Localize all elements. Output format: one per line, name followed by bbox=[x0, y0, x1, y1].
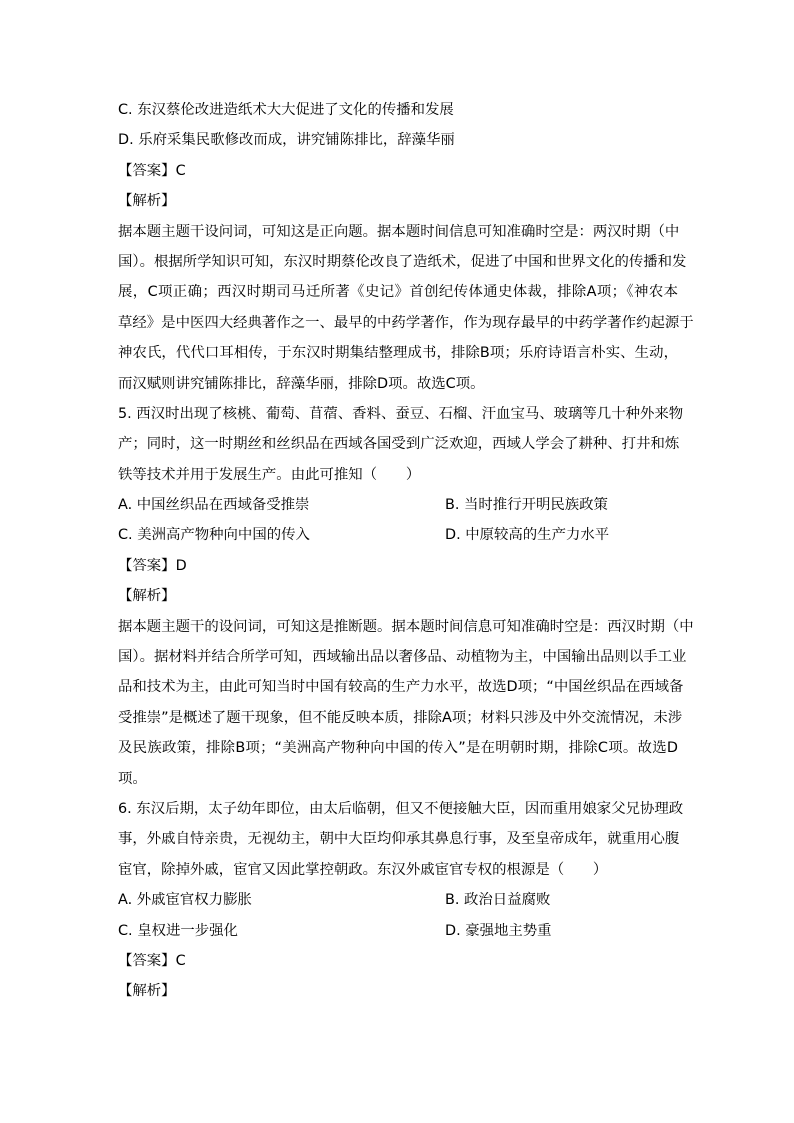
q6-options-row-2 bbox=[118, 921, 678, 941]
q5-analysis-line: 受推崇”是概述了题干现象，但不能反映本质，排除A项；材料只涉及中外交流情况，未涉 bbox=[118, 709, 683, 726]
q5-analysis-line: 及民族政策，排除B项；“美洲高产物种向中国的传入”是在明朝时期，排除C项。故选D bbox=[118, 740, 678, 757]
q4-analysis-line: 神农氏，代代口耳相传，于东汉时期集结整理成书，排除B项；乐府诗语言朴实、生动， bbox=[118, 345, 678, 362]
q4-analysis-line: 草经》是中医四大经典著作之一、最早的中药学著作，作为现存最早的中药学著作约起源于 bbox=[118, 314, 694, 331]
q6-stem bbox=[118, 799, 684, 880]
q6-options-row-1 bbox=[118, 890, 678, 910]
q6-option-d: D. 豪强地主势重 bbox=[445, 922, 552, 939]
q5-stem-line: 5. 西汉时出现了核桃、葡萄、苜蓿、香料、蚕豆、石榴、汗血宝马、玻璃等几十种外来物 bbox=[118, 405, 684, 422]
q5-option-b: B. 当时推行开明民族政策 bbox=[445, 497, 608, 514]
q6-option-b: B. 政治日益腐败 bbox=[445, 892, 551, 909]
q4-answer: 【答案】C bbox=[118, 162, 186, 179]
q5-analysis-line: 项。 bbox=[118, 770, 147, 787]
q4-analysis bbox=[118, 222, 694, 394]
document-page bbox=[118, 100, 694, 1012]
q6-stem-line: 6. 东汉后期，太子幼年即位，由太后临朝，但又不便接触大臣，因而重用娘家父兄协理政 bbox=[118, 800, 684, 817]
q5-options-row-2 bbox=[118, 525, 678, 545]
q5-option-a: A. 中国丝织品在西域备受推崇 bbox=[118, 497, 310, 514]
q5-analysis-line: 据本题主题干的设问词，可知这是推断题。据本题时间信息可知准确时空是：西汉时期（中 bbox=[118, 618, 694, 635]
q6-stem-line: 事，外戚自恃亲贵，无视幼主，朝中大臣均仰承其鼻息行事，及至皇帝成年，就重用心腹 bbox=[118, 831, 680, 848]
q6-answer: 【答案】C bbox=[118, 952, 186, 969]
q5-option-c: C. 美洲高产物种向中国的传入 bbox=[118, 527, 310, 544]
q4-option-c: C. 东汉蔡伦改进造纸术大大促进了文化的传播和发展 bbox=[118, 102, 454, 118]
q5-analysis-line: 国）。据材料并结合所学可知，西域输出品以奢侈品、动植物为主，中国输出品则以手工业 bbox=[118, 649, 687, 666]
q4-analysis-line: 而汉赋则讲究铺陈排比，辞藻华丽，排除D项。故选C项。 bbox=[118, 375, 485, 392]
q6-option-a: A. 外戚宦官权力膨胀 bbox=[118, 892, 252, 909]
q4-analysis-line: 据本题主题干设问词，可知这是正向题。据本题时间信息可知准确时空是：两汉时期（中 bbox=[118, 223, 680, 240]
q5-analysis bbox=[118, 617, 694, 789]
q5-stem bbox=[118, 404, 684, 485]
q6-analysis-label: 【解析】 bbox=[118, 983, 176, 1000]
q4-analysis-line: 国）。根据所学知识可知，东汉时期蔡伦改良了造纸术，促进了中国和世界文化的传播和发 bbox=[118, 253, 687, 270]
q4-analysis-label: 【解析】 bbox=[118, 193, 176, 210]
q5-stem-line: 铁等技术并用于发展生产。由此可推知（ ） bbox=[118, 466, 421, 483]
q5-answer: 【答案】D bbox=[118, 557, 187, 574]
q4-option-d: D. 乐府采集民歌修改而成，讲究铺陈排比，辞藻华丽 bbox=[118, 132, 455, 149]
q4-analysis-line: 展，C项正确；西汉时期司马迁所著《史记》首创纪传体通史体裁，排除A项；《神农本 bbox=[118, 284, 678, 301]
q5-analysis-line: 品和技术为主，由此可知当时中国有较高的生产力水平，故选D项；“中国丝织品在西域备 bbox=[118, 679, 684, 696]
q5-option-d: D. 中原较高的生产力水平 bbox=[445, 527, 610, 544]
q5-analysis-label: 【解析】 bbox=[118, 588, 176, 605]
q5-stem-line: 产；同时，这一时期丝和丝织品在西域各国受到广泛欢迎，西域人学会了耕种、打井和炼 bbox=[118, 436, 680, 453]
q6-option-c: C. 皇权进一步强化 bbox=[118, 922, 238, 939]
q5-options-row-1 bbox=[118, 495, 678, 515]
q6-stem-line: 宦官，除掉外戚，宦官又因此掌控朝政。东汉外戚宦官专权的根源是（ ） bbox=[118, 861, 608, 878]
